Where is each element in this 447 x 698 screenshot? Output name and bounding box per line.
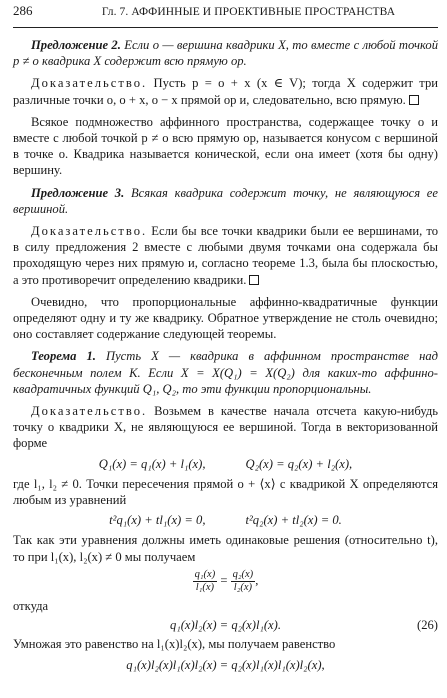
formula-t-q1: t²q₁(x) + tl₁(x) = 0, — [109, 513, 206, 528]
equation-number: (26) — [417, 618, 438, 633]
fraction-left — [193, 569, 218, 594]
paragraph-whence: откуда — [13, 598, 49, 613]
fraction-left-denominator: l₁(x) — [195, 581, 215, 593]
formula-intersection — [13, 512, 438, 528]
theorem-1 — [13, 348, 438, 397]
proposition-3-statement: Всякая квадрика содержит точку, не являющуюся ее вершиной. — [13, 185, 438, 216]
proof-3-text: Возьмем в качестве начала отсчета какую-нибудь точку o квадрики X, не являющуюся ее вершиной. Тогда в векторизованной форме — [13, 404, 438, 451]
formula-q1: Q₁(x) = q₁(x) + l₁(x), — [98, 456, 206, 471]
proposition-2-statement: Если o — вершина квадрики X, то вместе с любой точкой p ≠ o квадрика X содержит всю прямую op. — [13, 38, 438, 69]
theorem-1-heading: Теорема 1. — [31, 349, 96, 364]
formula-t-q2: t²q₂(x) + tl₂(x) = 0. — [245, 513, 342, 528]
qed-icon — [409, 95, 419, 105]
proof-1-heading: Доказательство. — [31, 76, 148, 91]
page-number: 286 — [13, 3, 33, 18]
proof-1-text: Пусть p = o + x (x ∈ V); тогда X содержит три различные точки o, o + x, o − x прямой op и, следовательно, всю прямую. — [13, 76, 438, 107]
theorem-1-statement: Пусть X — квадрика в аффинном пространстве над бесконечным полем K. Если X = X(Q₁) = X(Q₂) для каких-то аффинно-квадратичных функций Q₁, Q₂, то эти функции пропорциональны. — [13, 349, 438, 396]
fraction-right-denominator: l₂(x) — [233, 581, 253, 593]
formula-last: q₁(x)l₂(x)l₁(x)l₂(x) = q₂(x)l₁(x)l₁(x)l₂(x), — [126, 657, 325, 672]
formula-q1-q2 — [13, 456, 438, 472]
proof-2-heading: Доказательство. — [31, 224, 148, 239]
equation-26 — [13, 617, 438, 633]
proof-2-text: Если бы все точки квадрики были ее вершинами, то в силу предложения 2 вместе с любыми двумя точками она содержала бы проходящую через них прямую и, согласно теореме 1.3, была бы плоскостью, а это противоречит определению квадрики. — [13, 224, 438, 287]
running-head: Гл. 7. АФФИННЫЕ И ПРОЕКТИВНЫЕ ПРОСТРАНСТВА — [101, 6, 396, 18]
fraction-right — [231, 568, 259, 594]
proof-3-heading: Доказательство. — [31, 404, 148, 419]
proof-1 — [13, 75, 438, 107]
page-body — [13, 37, 438, 673]
equation-26-formula: q₁(x)l₂(x) = q₂(x)l₁(x). — [170, 618, 281, 633]
proof-3 — [13, 403, 438, 452]
proof-2 — [13, 223, 438, 288]
proposition-3-heading: Предложение 3. — [31, 185, 125, 200]
qed-icon — [249, 275, 259, 285]
proposition-3 — [13, 185, 438, 217]
paragraph-cone: Всякое подмножество аффинного пространства, содержащее точку o и вместе с любой точкой p ≠ o всю прямую op, называется конусом с вершиной в точке o. Квадрика называется конической, если она имеет (хотя бы одну) вершину. — [13, 114, 438, 178]
paragraph-multiply: Умножая это равенство на l₁(x)l₂(x), мы получаем равенство — [13, 637, 336, 652]
fraction-left-numerator: q₁(x) — [194, 568, 216, 580]
formula-fraction — [13, 569, 438, 594]
paragraph-where: где l₁, l₂ ≠ 0. Точки пересечения прямой o + ⟨x⟩ с квадрикой X определяются любым из уравнений — [13, 476, 438, 508]
paragraph-obvious: Очевидно, что пропорциональные аффинно-квадратичные функции определяют одну и ту же квадрику. Обратное утверждение не столь очевидно; оно составляет содержание следующей теоремы. — [13, 294, 438, 342]
formula-q2: Q₂(x) = q₂(x) + l₂(x), — [245, 456, 353, 471]
page-header — [13, 0, 438, 28]
fraction-right-numerator: q₂(x) — [232, 568, 254, 580]
fraction-comma: , — [255, 573, 259, 588]
proposition-2-heading: Предложение 2. — [31, 38, 121, 52]
proposition-2 — [13, 37, 438, 69]
equals-sign: = — [220, 573, 228, 588]
paragraph-since: Так как эти уравнения должны иметь одинаковые решения (относительно t), то при l₁(x), l₂(x) ≠ 0 мы получаем — [13, 533, 438, 564]
